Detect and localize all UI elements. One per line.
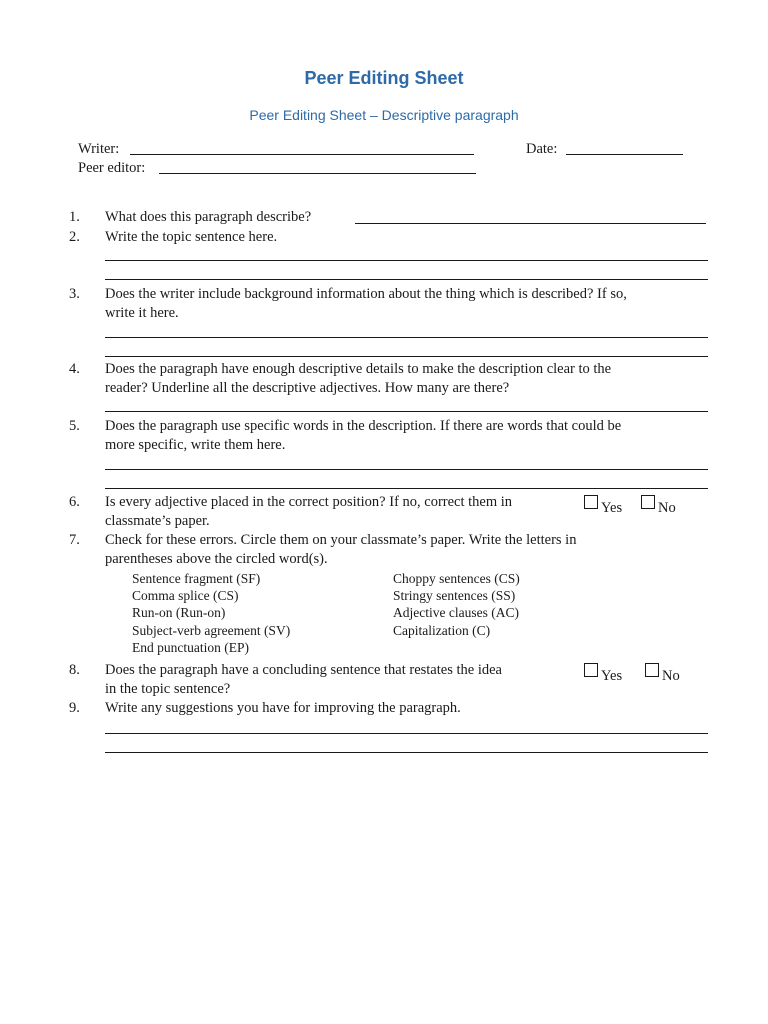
error-type: Run-on (Run-on) [132, 605, 226, 620]
question-text: Check for these errors. Circle them on your classmate’s paper. Write the letters in [105, 532, 577, 548]
question-number: 4. [69, 361, 80, 377]
question-number: 7. [69, 532, 80, 548]
question-text: Does the paragraph have a concluding sentence that restates the idea [105, 662, 502, 678]
answer-line[interactable] [105, 337, 708, 338]
no-checkbox[interactable] [641, 495, 655, 509]
question-text: Does the paragraph use specific words in the description. If there are words that could be [105, 418, 622, 434]
yes-label: Yes [601, 668, 623, 684]
question-number: 2. [69, 229, 80, 245]
date-label: Date: [526, 141, 558, 157]
question-number: 6. [69, 494, 80, 510]
writer-field[interactable] [130, 154, 474, 155]
question-text: Write the topic sentence here. [105, 229, 278, 245]
question-text: Does the writer include background information about the thing which is described? If so, [105, 286, 627, 302]
error-type: Comma splice (CS) [132, 588, 239, 603]
question-text: classmate’s paper. [105, 513, 210, 529]
question-text: more specific, write them here. [105, 437, 286, 453]
question-text: write it here. [105, 305, 179, 321]
question-text: in the topic sentence? [105, 681, 231, 697]
question-number: 5. [69, 418, 80, 434]
answer-line[interactable] [105, 488, 708, 489]
question-text: Is every adjective placed in the correct position? If no, correct them in [105, 494, 513, 510]
error-type: Sentence fragment (SF) [132, 571, 261, 586]
question-number: 3. [69, 286, 80, 302]
yes-label: Yes [601, 500, 623, 516]
question-text: parentheses above the circled word(s). [105, 551, 328, 567]
yes-checkbox[interactable] [584, 495, 598, 509]
answer-line[interactable] [105, 469, 708, 470]
no-checkbox[interactable] [645, 663, 659, 677]
question-text: reader? Underline all the descriptive adjectives. How many are there? [105, 380, 510, 396]
error-type: Adjective clauses (AC) [393, 605, 519, 620]
error-type: Capitalization (C) [393, 623, 491, 638]
answer-line[interactable] [105, 752, 708, 753]
peer-editor-label: Peer editor: [78, 160, 146, 176]
answer-line[interactable] [355, 223, 706, 224]
question-number: 8. [69, 662, 80, 678]
date-field[interactable] [566, 154, 683, 155]
question-number: 9. [69, 700, 80, 716]
peer-editor-field[interactable] [159, 173, 476, 174]
yes-checkbox[interactable] [584, 663, 598, 677]
no-label: No [658, 500, 676, 516]
question-number: 1. [69, 209, 80, 225]
answer-line[interactable] [105, 411, 708, 412]
question-text: Does the paragraph have enough descriptive details to make the description clear to the [105, 361, 612, 377]
question-text: Write any suggestions you have for improving the paragraph. [105, 700, 461, 716]
question-text: What does this paragraph describe? [105, 209, 312, 225]
page-subtitle: Peer Editing Sheet – Descriptive paragraph [249, 107, 519, 123]
answer-line[interactable] [105, 260, 708, 261]
error-type: Choppy sentences (CS) [393, 571, 520, 586]
answer-line[interactable] [105, 733, 708, 734]
writer-label: Writer: [78, 141, 120, 157]
answer-line[interactable] [105, 356, 708, 357]
error-type: End punctuation (EP) [132, 640, 249, 655]
page-title: Peer Editing Sheet [304, 68, 464, 88]
error-type: Subject-verb agreement (SV) [132, 623, 291, 638]
no-label: No [662, 668, 680, 684]
answer-line[interactable] [105, 279, 708, 280]
error-type: Stringy sentences (SS) [393, 588, 516, 603]
